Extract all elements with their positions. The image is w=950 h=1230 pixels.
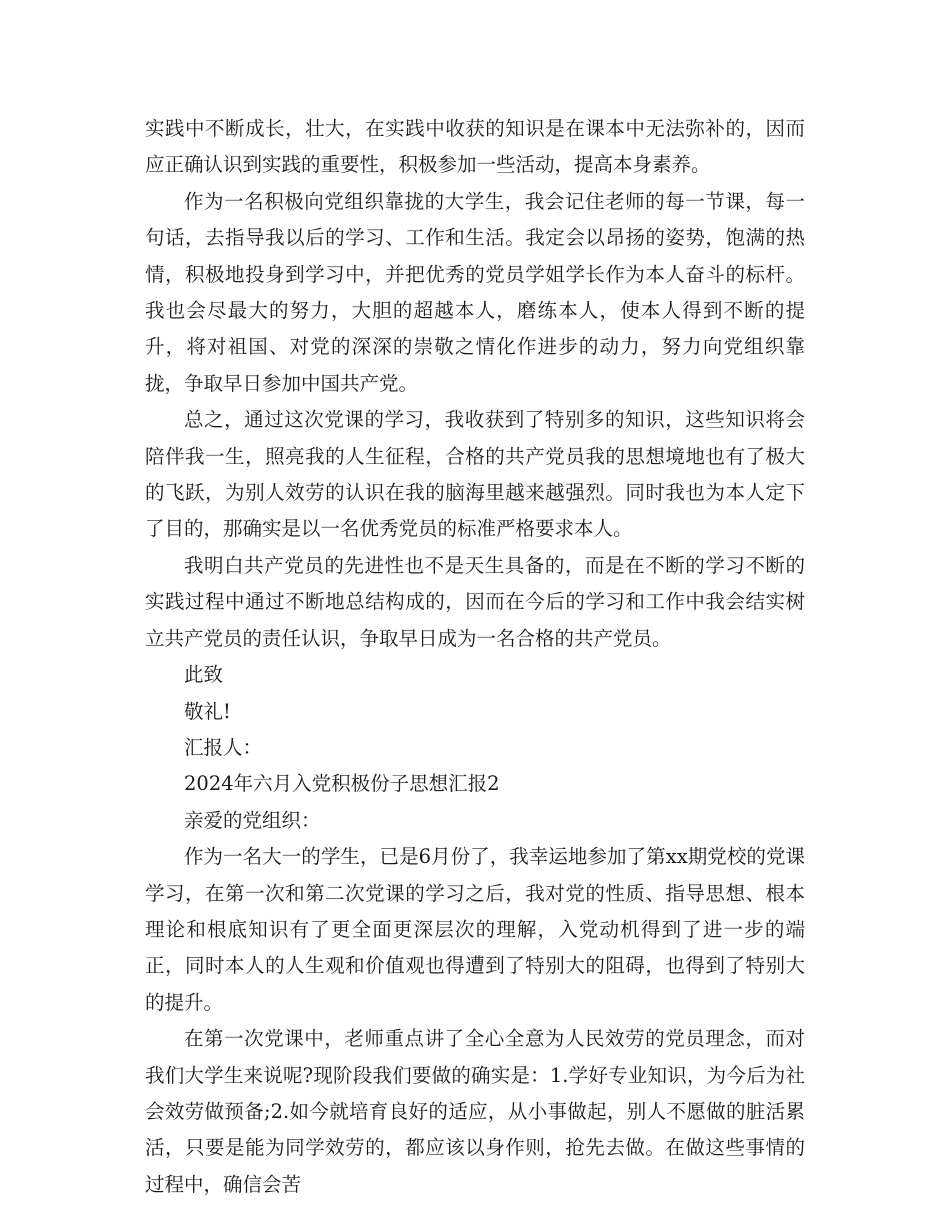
paragraph-advancement: 我明白共产党员的先进性也不是天生具备的，而是在不断的学习不断的实践过程中通过不断地总结构成的，因而在今后的学习和工作中我会结实树立共产党员的责任认识，争取早日成为一名合格的共产党员。 (145, 553, 805, 650)
paragraph-first-lesson: 在第一次党课中，老师重点讲了全心全意为人民效劳的党员理念，而对我们大学生来说呢?现阶段我们要做的确实是：1.学好专业知识，为今后为社会效劳做预备;2.如今就培育良好的适应，从小事做起，别人不愿做的脏活累活，只要是能为同学效劳的，都应该以身作则，抢先去做。在做这些事情的过程中，确信会苦 (145, 1027, 805, 1196)
closing-salutation: 此致 (184, 663, 224, 687)
paragraph-practice-growth: 实践中不断成长，壮大，在实践中收获的知识是在课本中无法弥补的，因而应正确认识到实践的重要性，积极参加一些活动，提高本身素养。 (145, 117, 805, 177)
closing-regards: 敬礼! (184, 699, 231, 723)
paragraph-commitment: 作为一名积极向党组织靠拢的大学生，我会记住老师的每一节课，每一句话，去指导我以后的学习、工作和生活。我定会以昂扬的姿势，饱满的热情，积极地投身到学习中，并把优秀的党员学姐学长作为本人奋斗的标杆。我也会尽最大的努力，大胆的超越本人，磨练本人，使本人得到不断的提升，将对祖国、对党的深深的崇敬之情化作进步的动力，努力向党组织靠拢，争取早日参加中国共产党。 (145, 189, 805, 395)
paragraph-summary: 总之，通过这次党课的学习，我收获到了特别多的知识，这些知识将会陪伴我一生，照亮我的人生征程，合格的共产党员我的思想境地也有了极大的飞跃，为别人效劳的认识在我的脑海里越来越强烈。同时我也为本人定下了目的，那确实是以一名优秀党员的标准严格要求本人。 (145, 408, 805, 541)
greeting: 亲爱的党组织： (184, 808, 321, 832)
document-body (145, 111, 805, 1203)
reporter-label: 汇报人： (184, 735, 263, 759)
paragraph-introduction: 作为一名大一的学生，已是6月份了，我幸运地参加了第xx期党校的党课学习，在第一次和第二次党课的学习之后，我对党的性质、指导思想、根本理论和根底知识有了更全面更深层次的理解，入党动机得到了进一步的端正，同时本人的人生观和价值观也得遭到了特别大的阻碍，也得到了特别大的提升。 (145, 845, 805, 1014)
section-title: 2024年六月入党积极份子思想汇报2 (184, 772, 500, 796)
